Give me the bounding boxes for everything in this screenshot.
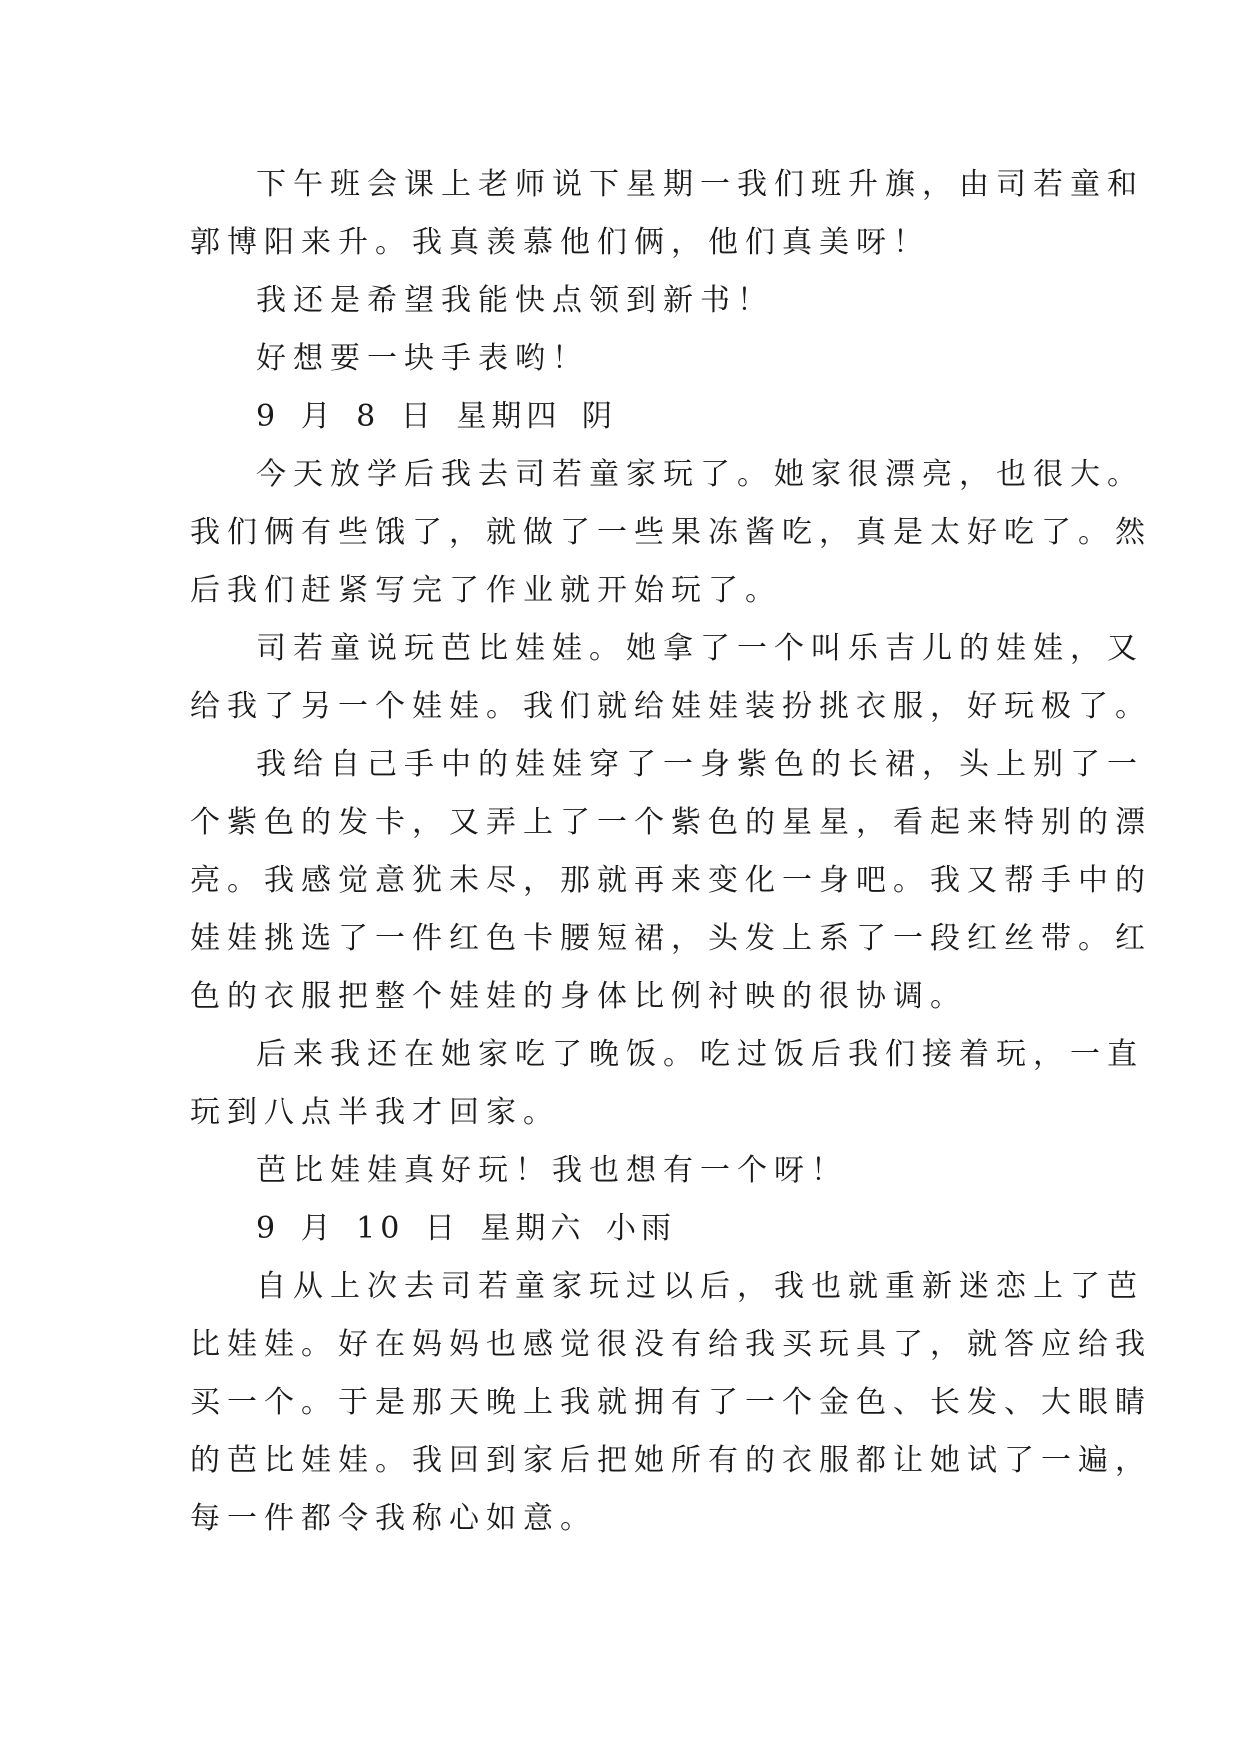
paragraph-line: 给我了另一个娃娃。我们就给娃娃装扮挑衣服，好玩极了。 [190,689,1152,724]
diary-date-heading: 9 月 10 日 星期六 小雨 [256,1211,676,1246]
paragraph-line: 玩到八点半我才回家。 [190,1095,560,1130]
paragraph-line: 后来我还在她家吃了晚饭。吃过饭后我们接着玩，一直 [256,1037,1144,1072]
paragraph-line: 我给自己手中的娃娃穿了一身紫色的长裙，头上别了一 [256,747,1144,782]
paragraph-line: 司若童说玩芭比娃娃。她拿了一个叫乐吉儿的娃娃，又 [256,631,1144,666]
paragraph-line: 个紫色的发卡，又弄上了一个紫色的星星，看起来特别的漂 [190,805,1152,840]
paragraph-line: 亮。我感觉意犹未尽，那就再来变化一身吧。我又帮手中的 [190,863,1152,898]
document-body [190,156,1152,1548]
paragraph-line: 买一个。于是那天晚上我就拥有了一个金色、长发、大眼睛 [190,1385,1152,1420]
paragraph-line: 后我们赶紧写完了作业就开始玩了。 [190,573,782,608]
paragraph-line: 的芭比娃娃。我回到家后把她所有的衣服都让她试了一遍， [190,1443,1152,1478]
paragraph-line: 郭博阳来升。我真羡慕他们俩，他们真美呀！ [190,225,930,260]
paragraph-line: 娃娃挑选了一件红色卡腰短裙，头发上系了一段红丝带。红 [190,921,1152,956]
paragraph-line: 自从上次去司若童家玩过以后，我也就重新迷恋上了芭 [256,1269,1144,1304]
paragraph-line: 色的衣服把整个娃娃的身体比例衬映的很协调。 [190,979,967,1014]
diary-date-heading: 9 月 8 日 星期四 阴 [256,399,617,434]
paragraph-line: 今天放学后我去司若童家玩了。她家很漂亮，也很大。 [256,457,1144,492]
paragraph-line: 下午班会课上老师说下星期一我们班升旗，由司若童和 [256,167,1144,202]
paragraph-line: 每一件都令我称心如意。 [190,1501,597,1536]
paragraph-line: 我还是希望我能快点领到新书！ [256,283,774,318]
paragraph-line: 比娃娃。好在妈妈也感觉很没有给我买玩具了，就答应给我 [190,1327,1152,1362]
paragraph-line: 我们俩有些饿了，就做了一些果冻酱吃，真是太好吃了。然 [190,515,1152,550]
paragraph-line: 好想要一块手表哟！ [256,341,589,376]
paragraph-line: 芭比娃娃真好玩！我也想有一个呀！ [256,1153,848,1188]
